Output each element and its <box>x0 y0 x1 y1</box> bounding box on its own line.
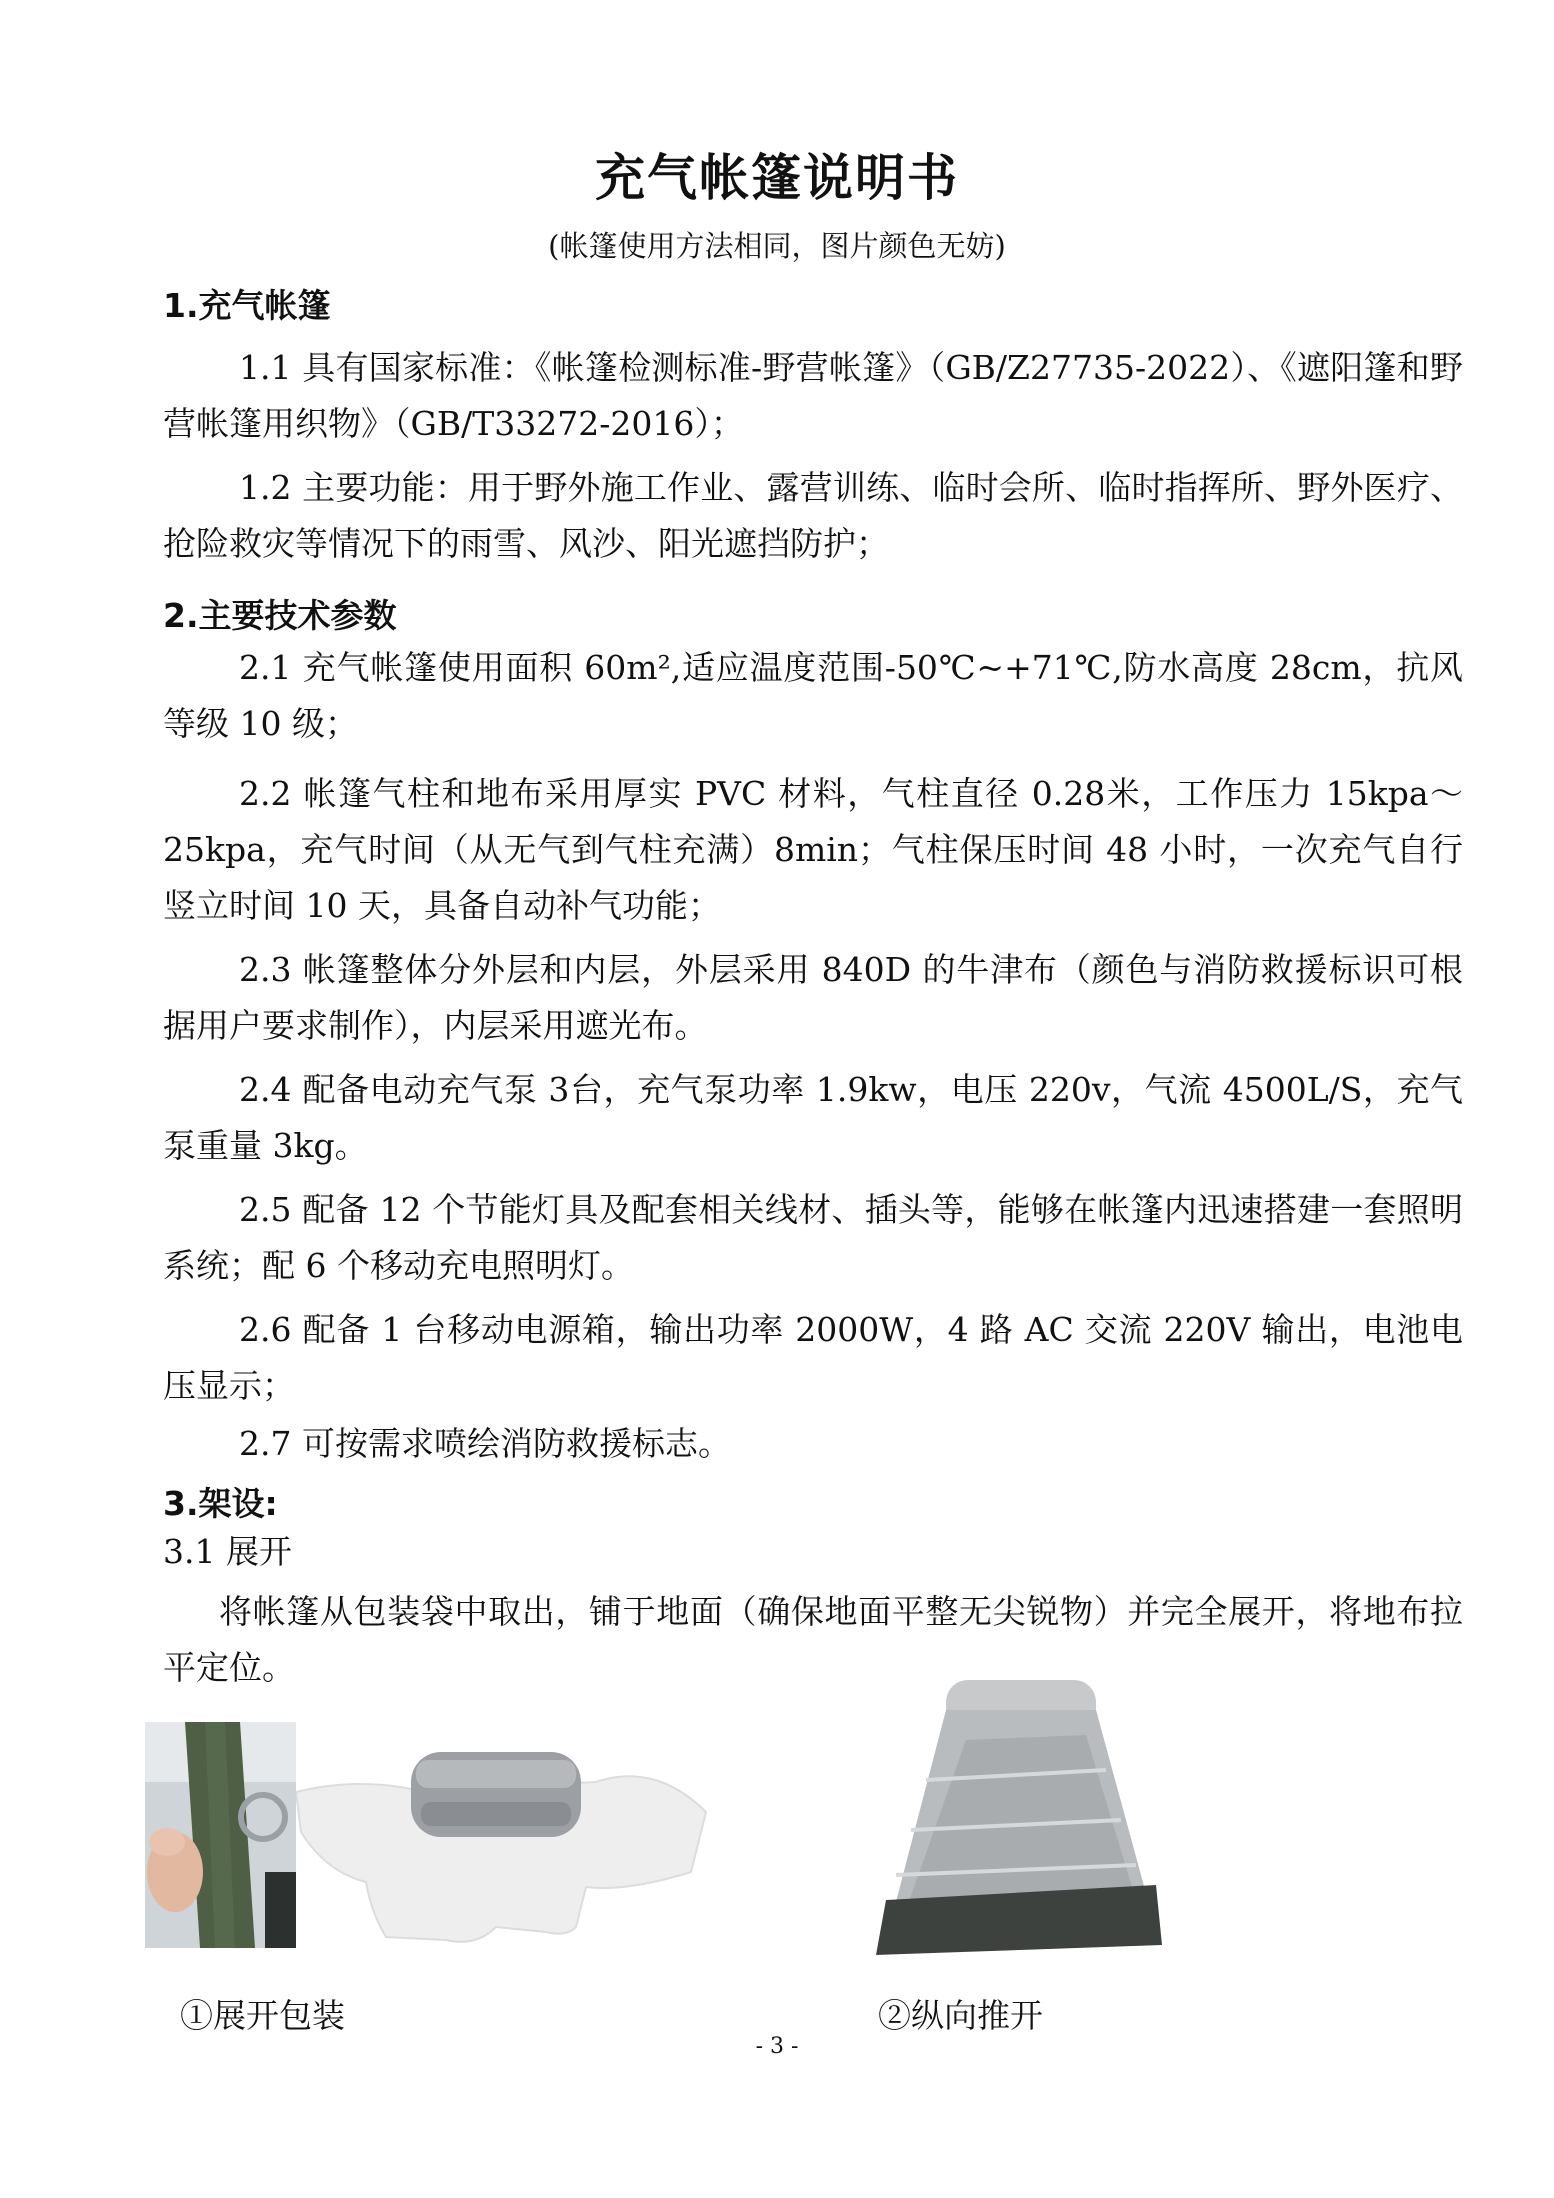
photo-rolled-tent <box>866 1660 1162 1960</box>
document-subtitle: (帐篷使用方法相同，图片颜色无妨) <box>548 229 1006 263</box>
caption-unfold-package: ①展开包装 <box>180 1996 345 2035</box>
paragraph-2-5: 2.5 配备 12 个节能灯具及配套相关线材、插头等，能够在帐篷内迅速搭建一套照明系统；配 6 个移动充电照明灯。 <box>163 1190 1463 1285</box>
paragraph-2-2: 2.2 帐篷气柱和地布采用厚实 PVC 材料，气柱直径 0.28米，工作压力 15kpa～25kpa，充气时间（从无气到气柱充满）8min；气柱保压时间 48 小时，一次充气自行竖立时间 10 天，具备自动补气功能； <box>163 774 1463 925</box>
rolled-tent-illustration <box>866 1660 1162 1960</box>
section-1-heading: 1.充气帐篷 <box>163 286 331 325</box>
unfolded-package-illustration <box>296 1722 716 1948</box>
photo-unfolded-package <box>296 1722 716 1948</box>
section-3-heading: 3.架设: <box>163 1484 278 1523</box>
paragraph-2-7: 2.7 可按需求喷绘消防救援标志。 <box>239 1424 731 1463</box>
paragraph-2-3: 2.3 帐篷整体分外层和内层，外层采用 840D 的牛津布（颜色与消防救援标识可根据用户要求制作），内层采用遮光布。 <box>163 950 1463 1045</box>
paragraph-2-4: 2.4 配备电动充气泵 3台，充气泵功率 1.9kw，电压 220v，气流 4500L/S，充气泵重量 3kg。 <box>163 1070 1463 1165</box>
caption-push-longitudinal: ②纵向推开 <box>878 1996 1043 2035</box>
photo-strap-closeup <box>145 1722 297 1948</box>
paragraph-1-1: 1.1 具有国家标准：《帐篷检测标准-野营帐篷》（GB/Z27735-2022）、《遮阳篷和野营帐篷用织物》（GB/T33272-2016）； <box>163 348 1463 443</box>
page-number: - 3 - <box>755 2034 799 2059</box>
section-2-heading: 2.主要技术参数 <box>163 596 397 635</box>
subsection-3-1-heading: 3.1 展开 <box>163 1532 292 1571</box>
paragraph-2-1: 2.1 充气帐篷使用面积 60m²,适应温度范围-50℃~+71℃,防水高度 28cm，抗风等级 10 级； <box>163 648 1463 743</box>
paragraph-1-2: 1.2 主要功能：用于野外施工作业、露营训练、临时会所、临时指挥所、野外医疗、抢险救灾等情况下的雨雪、风沙、阳光遮挡防护； <box>163 468 1463 563</box>
paragraph-3-1: 将帐篷从包装袋中取出，铺于地面（确保地面平整无尖锐物）并完全展开，将地布拉平定位。 <box>163 1592 1463 1687</box>
strap-closeup-illustration <box>145 1722 297 1948</box>
paragraph-2-6: 2.6 配备 1 台移动电源箱，输出功率 2000W，4 路 AC 交流 220V 输出，电池电压显示； <box>163 1310 1463 1405</box>
document-title: 充气帐篷说明书 <box>595 149 959 207</box>
